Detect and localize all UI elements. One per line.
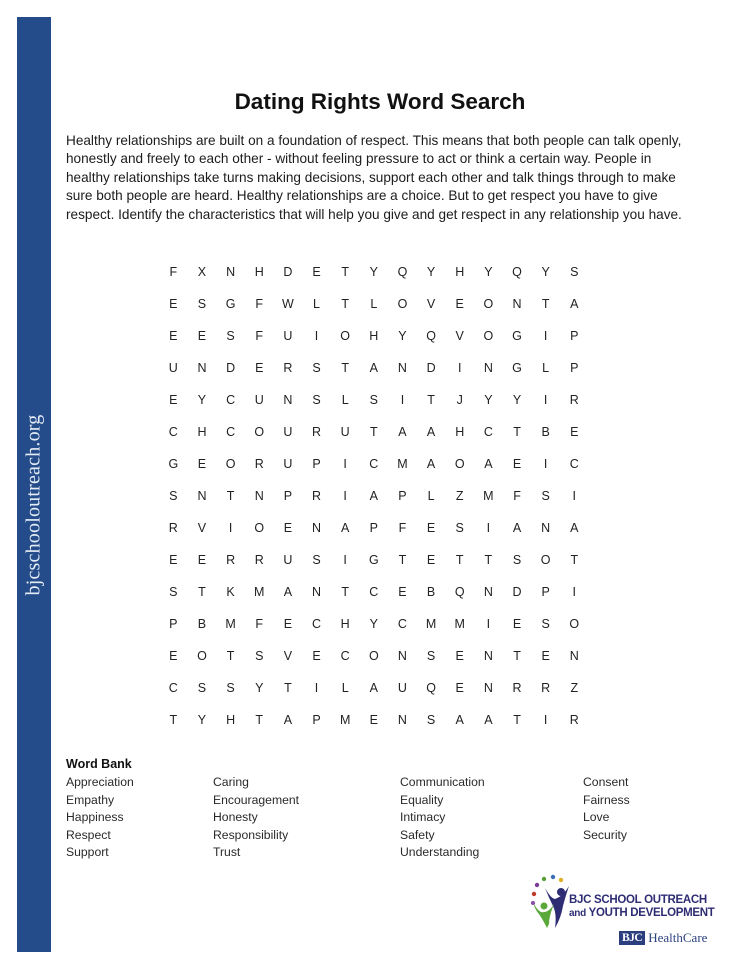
grid-letter: E [512, 617, 522, 631]
grid-letter: S [197, 681, 207, 695]
grid-letter: M [425, 617, 437, 631]
grid-letter: I [572, 489, 577, 503]
grid-letter: I [543, 713, 548, 727]
word-bank-item: Understanding [400, 845, 480, 860]
grid-letter: U [397, 681, 407, 695]
grid-letter: F [255, 617, 264, 631]
grid-letter: H [254, 265, 264, 279]
grid-letter: P [541, 585, 550, 599]
grid-letter: E [169, 553, 178, 567]
intro-paragraph: Healthy relationships are built on a foundation of respect. This means that both people can talk openly, honestly and freely to each other - without feeling pressure to act or think a certain way. People in healthy relationships take turns making decisions, support each other and talk things through to make sure both people are heard. Healthy relationships are a choice. But to get respect you have to give respect. Identify the characteristics that will help you give and get respect in any relationship you have. [66, 133, 682, 222]
grid-letter: R [512, 681, 522, 695]
grid-letter: P [398, 489, 407, 503]
word-bank-item: Encouragement [213, 792, 300, 807]
word-bank-item: Support [66, 845, 109, 860]
grid-letter: A [369, 361, 378, 375]
grid-letter: T [226, 489, 235, 503]
grid-letter: E [169, 393, 178, 407]
grid-letter: T [226, 649, 235, 663]
grid-row [159, 672, 589, 704]
word-bank-item: Responsibility [213, 827, 289, 842]
word-bank-item: Communication [400, 775, 485, 789]
grid-letter: B [541, 425, 550, 439]
word-search-grid [159, 256, 589, 736]
grid-letter: M [225, 617, 236, 631]
grid-letter: Y [369, 617, 378, 631]
grid-letter: A [283, 585, 293, 599]
grid-letter: Z [570, 681, 579, 695]
grid-letter: T [398, 553, 407, 567]
grid-letter: T [341, 297, 349, 311]
grid-row [159, 480, 589, 512]
grid-letter: E [570, 425, 579, 439]
grid-letter: A [426, 457, 436, 471]
grid-letter: R [312, 425, 322, 439]
grid-letter: U [254, 393, 264, 407]
grid-letter: T [341, 361, 349, 375]
grid-letter: Y [512, 393, 522, 407]
grid-letter: N [226, 265, 236, 279]
bjc-logo [527, 872, 717, 952]
grid-letter: S [541, 617, 550, 631]
grid-row [159, 640, 589, 672]
grid-letter: R [254, 457, 264, 471]
word-bank-column-4 [583, 774, 630, 844]
grid-letter: S [169, 585, 178, 599]
grid-letter: S [255, 649, 264, 663]
grid-letter: P [283, 489, 293, 503]
grid-letter: S [570, 265, 579, 279]
grid-letter: G [512, 361, 522, 375]
grid-letter: P [169, 617, 178, 631]
grid-letter: L [341, 681, 349, 695]
grid-letter: V [283, 649, 293, 663]
page-title: Dating Rights Word Search [234, 89, 526, 114]
grid-letter: E [455, 649, 464, 663]
grid-letter: B [197, 617, 207, 631]
grid-letter: H [455, 425, 465, 439]
grid-letter: O [540, 553, 551, 567]
word-bank-item: Security [583, 827, 628, 842]
word-bank-item: Honesty [213, 810, 258, 825]
grid-letter: E [312, 265, 321, 279]
logo-org-name: BJC SCHOOL OUTREACH and YOUTH DEVELOPMENT [569, 894, 715, 919]
grid-letter: S [541, 489, 550, 503]
grid-letter: O [483, 297, 494, 311]
grid-letter: T [369, 425, 378, 439]
grid-letter: I [400, 393, 405, 407]
grid-letter: C [569, 457, 579, 471]
grid-letter: E [197, 329, 207, 343]
grid-letter: U [283, 553, 293, 567]
grid-letter: E [512, 457, 522, 471]
grid-letter: I [486, 617, 491, 631]
grid-letter: N [397, 361, 407, 375]
grid-letter: U [283, 329, 293, 343]
grid-letter: Y [398, 329, 407, 343]
grid-letter: S [426, 713, 436, 727]
grid-letter: N [397, 713, 407, 727]
grid-letter: T [513, 425, 521, 439]
grid-letter: Y [369, 265, 378, 279]
grid-letter: Y [197, 713, 207, 727]
grid-letter: W [281, 297, 294, 311]
grid-letter: O [197, 649, 207, 663]
grid-letter: E [169, 329, 178, 343]
grid-letter: R [168, 521, 178, 535]
grid-letter: T [284, 681, 292, 695]
grid-letter: E [312, 649, 321, 663]
grid-letter: A [369, 489, 378, 503]
grid-letter: S [369, 393, 378, 407]
grid-letter: T [541, 297, 550, 311]
grid-letter: I [572, 585, 577, 599]
grid-letter: G [168, 457, 179, 471]
grid-letter: S [312, 361, 321, 375]
grid-letter: A [455, 713, 464, 727]
grid-row [159, 576, 589, 608]
grid-letter: E [255, 361, 264, 375]
grid-letter: R [254, 553, 264, 567]
grid-letter: Q [512, 265, 522, 279]
word-bank-title: Word Bank [66, 757, 132, 771]
grid-letter: S [455, 521, 464, 535]
grid-letter: I [457, 361, 462, 375]
grid-row [159, 288, 589, 320]
word-bank-item: Happiness [66, 810, 124, 825]
grid-letter: D [283, 265, 293, 279]
grid-letter: G [512, 329, 522, 343]
grid-letter: Y [484, 265, 493, 279]
grid-letter: L [542, 361, 550, 375]
grid-letter: S [426, 649, 436, 663]
grid-letter: C [483, 425, 493, 439]
grid-letter: N [312, 521, 322, 535]
grid-letter: I [314, 329, 319, 343]
grid-letter: C [226, 425, 236, 439]
grid-letter: O [483, 329, 494, 343]
grid-letter: A [426, 425, 436, 439]
grid-letter: E [283, 521, 293, 535]
grid-letter: C [397, 617, 407, 631]
grid-letter: M [339, 713, 351, 727]
grid-letter: E [455, 297, 464, 311]
grid-letter: N [483, 585, 493, 599]
word-bank-item: Equality [400, 792, 444, 807]
grid-letter: T [341, 265, 349, 279]
grid-letter: E [197, 553, 207, 567]
grid-letter: E [169, 297, 178, 311]
grid-letter: N [483, 361, 493, 375]
word-bank-item: Respect [66, 827, 111, 842]
grid-letter: C [369, 585, 379, 599]
grid-letter: N [483, 681, 493, 695]
grid-letter: O [254, 521, 265, 535]
grid-letter: E [283, 617, 293, 631]
sidebar-url-text: bjcschooloutreach.org [22, 414, 45, 596]
healthcare-text: HealthCare [648, 930, 708, 945]
grid-letter: E [426, 553, 436, 567]
grid-letter: P [570, 329, 579, 343]
grid-letter: D [226, 361, 236, 375]
grid-letter: M [454, 617, 465, 631]
grid-letter: D [426, 361, 436, 375]
grid-letter: C [369, 457, 379, 471]
grid-letter: S [512, 553, 522, 567]
grid-letter: I [343, 553, 347, 567]
word-bank-column-3 [400, 774, 485, 862]
grid-letter: T [169, 713, 178, 727]
bjc-badge: BJC [619, 931, 645, 945]
grid-letter: I [543, 329, 548, 343]
word-bank-item: Trust [213, 845, 241, 860]
grid-letter: R [569, 713, 579, 727]
grid-letter: T [484, 553, 493, 567]
grid-letter: Y [541, 265, 550, 279]
grid-letter: N [541, 521, 551, 535]
grid-letter: I [486, 521, 491, 535]
grid-letter: S [312, 553, 321, 567]
grid-letter: H [369, 329, 379, 343]
grid-letter: S [312, 393, 321, 407]
grid-letter: K [226, 585, 235, 599]
grid-letter: L [370, 297, 378, 311]
word-bank-item: Intimacy [400, 810, 446, 825]
grid-letter: Y [255, 681, 264, 695]
grid-letter: I [343, 489, 347, 503]
grid-letter: I [543, 457, 548, 471]
grid-letter: F [255, 329, 264, 343]
grid-letter: E [541, 649, 550, 663]
grid-letter: A [484, 457, 493, 471]
grid-letter: C [312, 617, 322, 631]
grid-letter: V [197, 521, 207, 535]
grid-letter: I [343, 457, 347, 471]
grid-letter: T [255, 713, 264, 727]
grid-letter: C [340, 649, 350, 663]
grid-letter: N [483, 649, 493, 663]
grid-letter: S [226, 329, 235, 343]
grid-letter: G [225, 297, 236, 311]
grid-letter: T [455, 553, 464, 567]
word-bank-item: Empathy [66, 792, 115, 807]
word-bank-item: Fairness [583, 792, 630, 807]
grid-letter: R [226, 553, 236, 567]
grid-letter: F [255, 297, 264, 311]
grid-letter: T [513, 713, 521, 727]
grid-row [159, 416, 589, 448]
grid-letter: L [341, 393, 349, 407]
grid-letter: Y [484, 393, 493, 407]
grid-letter: H [197, 425, 207, 439]
grid-letter: R [541, 681, 551, 695]
grid-row [159, 544, 589, 576]
grid-letter: A [398, 425, 407, 439]
grid-letter: I [228, 521, 233, 535]
grid-letter: N [197, 361, 207, 375]
grid-letter: O [397, 297, 408, 311]
grid-letter: U [283, 457, 293, 471]
word-bank-item: Consent [583, 775, 629, 789]
grid-letter: H [226, 713, 236, 727]
grid-letter: D [512, 585, 522, 599]
grid-letter: N [312, 585, 322, 599]
grid-letter: N [397, 649, 407, 663]
grid-letter: B [426, 585, 436, 599]
grid-letter: F [398, 521, 407, 535]
grid-letter: E [369, 713, 378, 727]
grid-letter: C [226, 393, 236, 407]
grid-letter: A [283, 713, 293, 727]
grid-row [159, 704, 589, 736]
grid-letter: P [570, 361, 579, 375]
grid-letter: T [570, 553, 579, 567]
grid-letter: R [569, 393, 579, 407]
grid-letter: Y [197, 393, 207, 407]
grid-letter: T [341, 585, 349, 599]
word-bank-item: Love [583, 810, 610, 825]
grid-letter: H [340, 617, 350, 631]
grid-letter: E [197, 457, 207, 471]
grid-letter: A [570, 297, 579, 311]
grid-letter: F [513, 489, 521, 503]
grid-row [159, 512, 589, 544]
grid-letter: M [397, 457, 408, 471]
grid-letter: E [455, 681, 464, 695]
grid-letter: N [254, 489, 264, 503]
grid-letter: A [369, 681, 378, 695]
grid-row [159, 384, 589, 416]
bjc-healthcare-logo [619, 930, 707, 946]
grid-letter: Z [455, 489, 464, 503]
grid-letter: I [314, 681, 319, 695]
grid-letter: N [569, 649, 579, 663]
word-bank-column-2 [213, 774, 299, 862]
grid-letter: A [512, 521, 522, 535]
grid-row [159, 448, 589, 480]
grid-letter: O [254, 425, 265, 439]
grid-letter: J [456, 393, 463, 407]
grid-letter: N [283, 393, 293, 407]
grid-letter: O [225, 457, 236, 471]
grid-letter: T [513, 649, 521, 663]
grid-row [159, 256, 589, 288]
grid-letter: I [543, 393, 548, 407]
grid-letter: Q [426, 681, 436, 695]
grid-letter: X [197, 265, 207, 279]
grid-letter: M [483, 489, 494, 503]
grid-letter: A [484, 713, 493, 727]
grid-letter: Y [426, 265, 436, 279]
word-bank-item: Safety [400, 827, 435, 842]
grid-letter: S [197, 297, 207, 311]
grid-letter: H [455, 265, 465, 279]
grid-letter: M [254, 585, 265, 599]
grid-letter: U [168, 361, 178, 375]
grid-letter: S [169, 489, 178, 503]
grid-letter: E [169, 649, 178, 663]
grid-letter: R [283, 361, 293, 375]
grid-letter: C [168, 681, 178, 695]
grid-letter: C [168, 425, 178, 439]
word-bank-item: Caring [213, 775, 249, 789]
grid-letter: O [454, 457, 465, 471]
grid-letter: Q [426, 329, 436, 343]
grid-letter: O [368, 649, 379, 663]
grid-letter: E [426, 521, 436, 535]
grid-letter: R [312, 489, 322, 503]
grid-row [159, 608, 589, 640]
grid-letter: P [312, 713, 321, 727]
grid-letter: T [427, 393, 435, 407]
grid-letter: O [340, 329, 351, 343]
grid-letter: A [570, 521, 579, 535]
grid-letter: E [398, 585, 407, 599]
grid-row [159, 320, 589, 352]
word-bank-item: Appreciation [66, 775, 134, 789]
grid-letter: A [340, 521, 350, 535]
grid-letter: Q [397, 265, 408, 279]
grid-letter: V [455, 329, 464, 343]
grid-letter: T [198, 585, 206, 599]
grid-letter: L [427, 489, 435, 503]
grid-letter: U [283, 425, 293, 439]
grid-letter: P [312, 457, 321, 471]
grid-letter: L [313, 297, 320, 311]
sidebar-banner [17, 17, 51, 952]
grid-row [159, 352, 589, 384]
grid-letter: U [340, 425, 350, 439]
grid-letter: G [368, 553, 379, 567]
grid-letter: V [426, 297, 436, 311]
grid-letter: N [512, 297, 522, 311]
grid-letter: S [226, 681, 235, 695]
grid-letter: Q [454, 585, 465, 599]
grid-letter: F [169, 265, 178, 279]
grid-letter: O [569, 617, 580, 631]
grid-letter: P [369, 521, 378, 535]
word-bank-column-1 [66, 774, 134, 862]
grid-letter: N [197, 489, 207, 503]
